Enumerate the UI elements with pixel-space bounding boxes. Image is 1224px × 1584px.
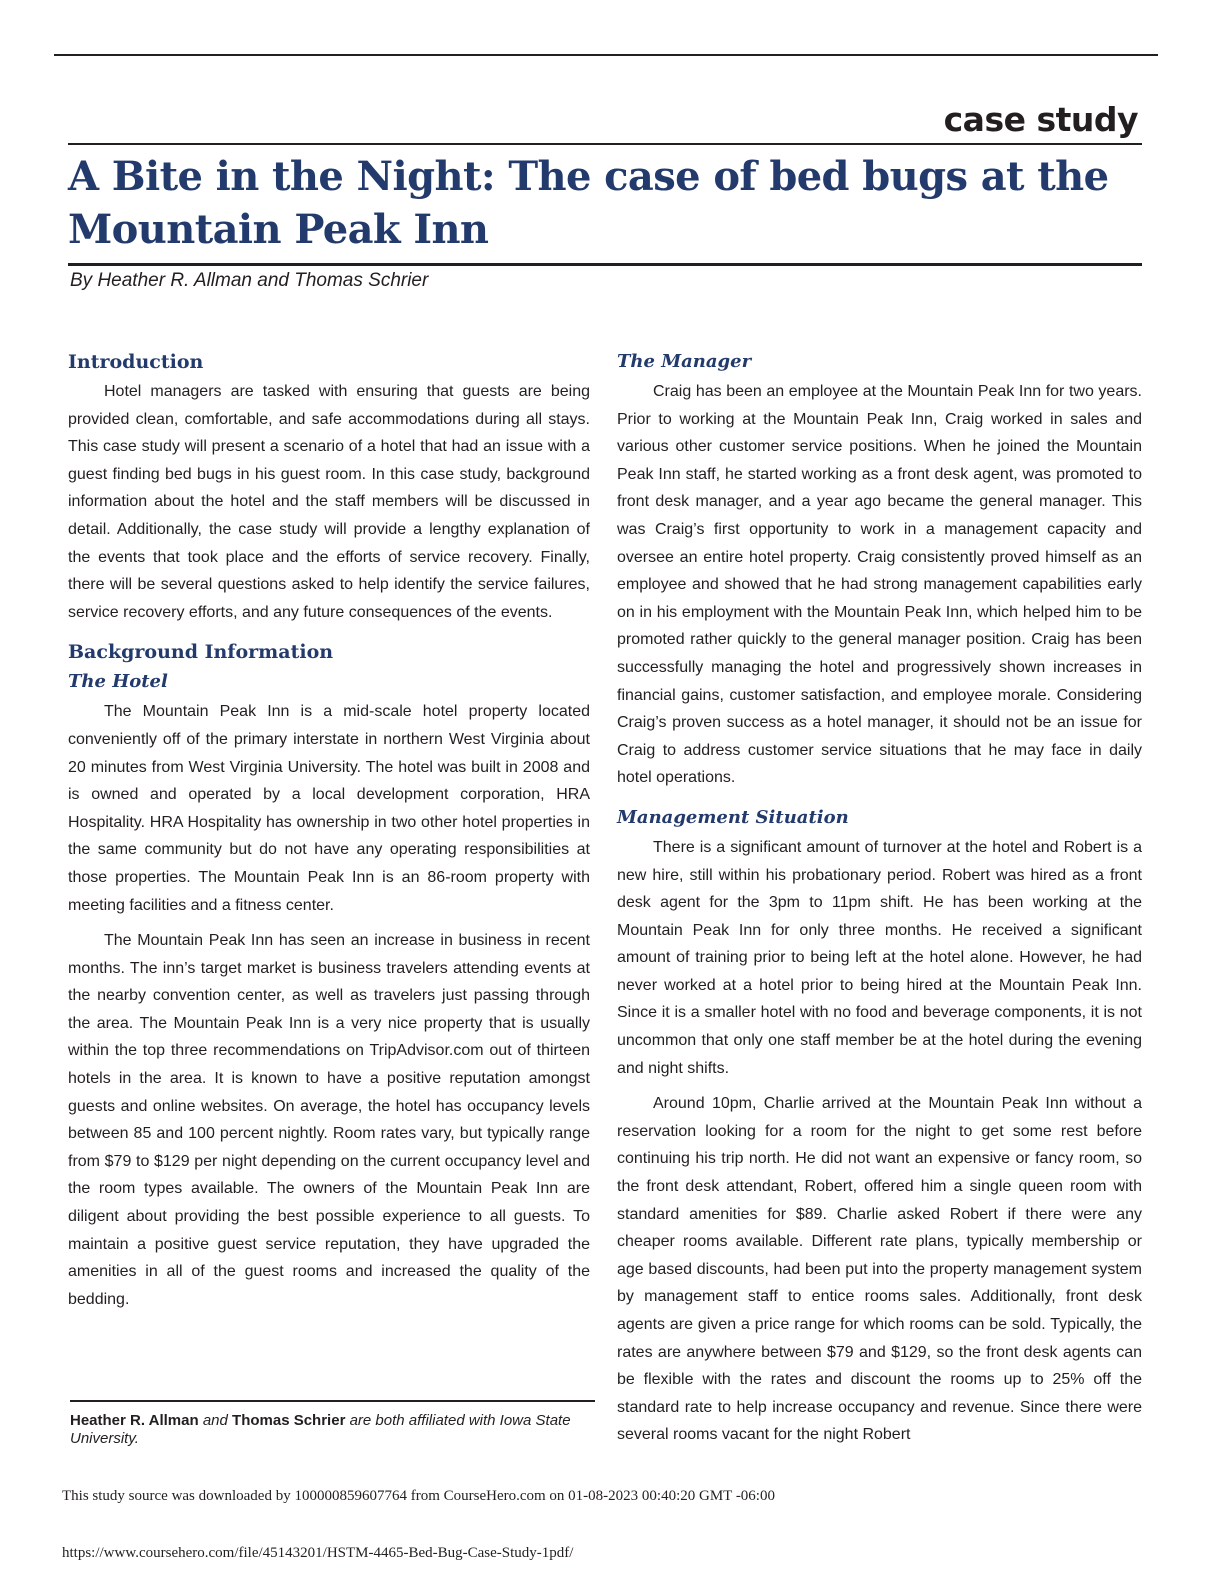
paragraph-hotel-2: The Mountain Peak Inn has seen an increase in business in recent months. The inn’s target market is business travelers attending events at the nearby convention center, as well as travelers just passing through the area. The Mountain Peak Inn is a very nice property that is usually within the top three recommendations on TripAdvisor.com out of thirteen hotels in the area. It is known to have a positive reputation amongst guests and online websites. On average, the hotel has occupancy levels between 85 and 100 percent nightly. Room rates vary, but typically range from $79 to $129 per night depending on the current occupancy level and the room types available. The owners of the Mountain Peak Inn are diligent about providing the best possible experience to all guests. To maintain a positive guest service reputation, they have upgraded the amenities in all of the guest rooms and increased the quality of the bedding. xyxy=(68,932,590,1308)
top-rule xyxy=(54,54,1158,56)
heading-the-manager: The Manager xyxy=(617,351,752,372)
byline: By Heather R. Allman and Thomas Schrier xyxy=(70,270,429,291)
article-title: A Bite in the Night: The case of bed bugs at the Mountain Peak Inn xyxy=(68,153,1109,253)
heading-background: Background Information xyxy=(68,641,334,664)
paragraph-hotel-1: The Mountain Peak Inn is a mid-scale hotel property located conveniently off of the primary interstate in northern West Virginia about 20 minutes from West Virginia University. The hotel was built in 2008 and is owned and operated by a local development corporation, HRA Hospitality. HRA Hospitality has ownership in two other hotel properties in the same community but do not have any operating responsibilities at those properties. The Mountain Peak Inn is an 86-room property with meeting facilities and a fitness center. xyxy=(68,703,590,914)
paragraph-situation-2: Around 10pm, Charlie arrived at the Mountain Peak Inn without a reservation looking for a room for the night to get some rest before continuing his trip north. He did not want an expensive or fancy room, so the front desk attendant, Robert, offered him a single queen room with standard amenities for $89. Charlie asked Robert if there were any cheaper rooms available. Different rate plans, typically membership or age based discounts, had been put into the property management system by management staff to entice rooms sales. Additionally, front desk agents are given a price range for which rooms can be sold. Typically, the rates are anywhere between $79 and $129, so the front desk agents can be flexible with the rates and discount the rooms up to 25% off the standard rate to help increase occupancy and revenue. Since there were several rooms vacant for the night Robert xyxy=(617,1095,1142,1444)
source-url[interactable]: https://www.coursehero.com/file/45143201/HSTM-4465-Bed-Bug-Case-Study-1pdf/ xyxy=(62,1545,574,1561)
author-conjunction: and xyxy=(202,1412,228,1429)
left-column xyxy=(68,348,590,1321)
heading-introduction: Introduction xyxy=(68,351,204,373)
paragraph-situation-1: There is a significant amount of turnover at the hotel and Robert is a new hire, still within his probationary period. Robert was hired as a front desk agent for the 3pm to 11pm shift. He has been working at the Mountain Peak Inn for only three months. He received a significant amount of training prior to being left at the hotel alone. However, he had never worked at a hotel prior to being hired at the Mountain Peak Inn. Since it is a smaller hotel with no food and beverage components, it is not uncommon that only one staff member be at the hotel during the evening and night shifts. xyxy=(617,838,1142,1077)
author-note xyxy=(70,1400,595,1448)
author-affiliation: are both affiliated with Iowa State University. xyxy=(70,1412,571,1447)
right-column xyxy=(617,348,1142,1457)
paragraph-manager: Craig has been an employee at the Mountain Peak Inn for two years. Prior to working at the Mountain Peak Inn, Craig worked in sales and various other customer service positions. When he joined the Mountain Peak Inn staff, he started working as a front desk agent, was promoted to front desk manager, and a year ago became the general manager. This was Craig’s first opportunity to work in a management capacity and oversee an entire hotel property. Craig consistently proved himself as an employee and showed that he had strong management capabilities early on in his employment with the Mountain Peak Inn, which helped him to be promoted rather quickly to the general manager position. Craig has been successfully managing the hotel and progressively shown increases in financial gains, customer satisfaction, and employee morale. Considering Craig’s proven success as a hotel manager, it should not be an issue for Craig to address customer service situations that he may face in daily hotel operations. xyxy=(617,383,1142,787)
author-name-2: Thomas Schrier xyxy=(232,1412,346,1429)
title-bottom-rule xyxy=(68,263,1142,266)
paragraph-introduction: Hotel managers are tasked with ensuring that guests are being provided clean, comfortable, and safe accommodations during all stays. This case study will present a scenario of a hotel that had an issue with a guest finding bed bugs in his guest room. In this case study, background information about the hotel and the staff members will be discussed in detail. Additionally, the case study will provide a lengthy explanation of the events that took place and the efforts of service recovery. Finally, there will be several questions asked to help identify the service failures, service recovery efforts, and any future consequences of the events. xyxy=(68,383,590,621)
section-tag: case study xyxy=(943,100,1138,139)
author-name-1: Heather R. Allman xyxy=(70,1412,199,1429)
title-top-rule xyxy=(68,143,1142,145)
heading-the-hotel: The Hotel xyxy=(68,671,168,693)
heading-management-situation: Management Situation xyxy=(617,806,849,828)
download-notice: This study source was downloaded by 100000859607764 from CourseHero.com on 01-08-2023 00:40:20 GMT -06:00 xyxy=(62,1488,775,1504)
